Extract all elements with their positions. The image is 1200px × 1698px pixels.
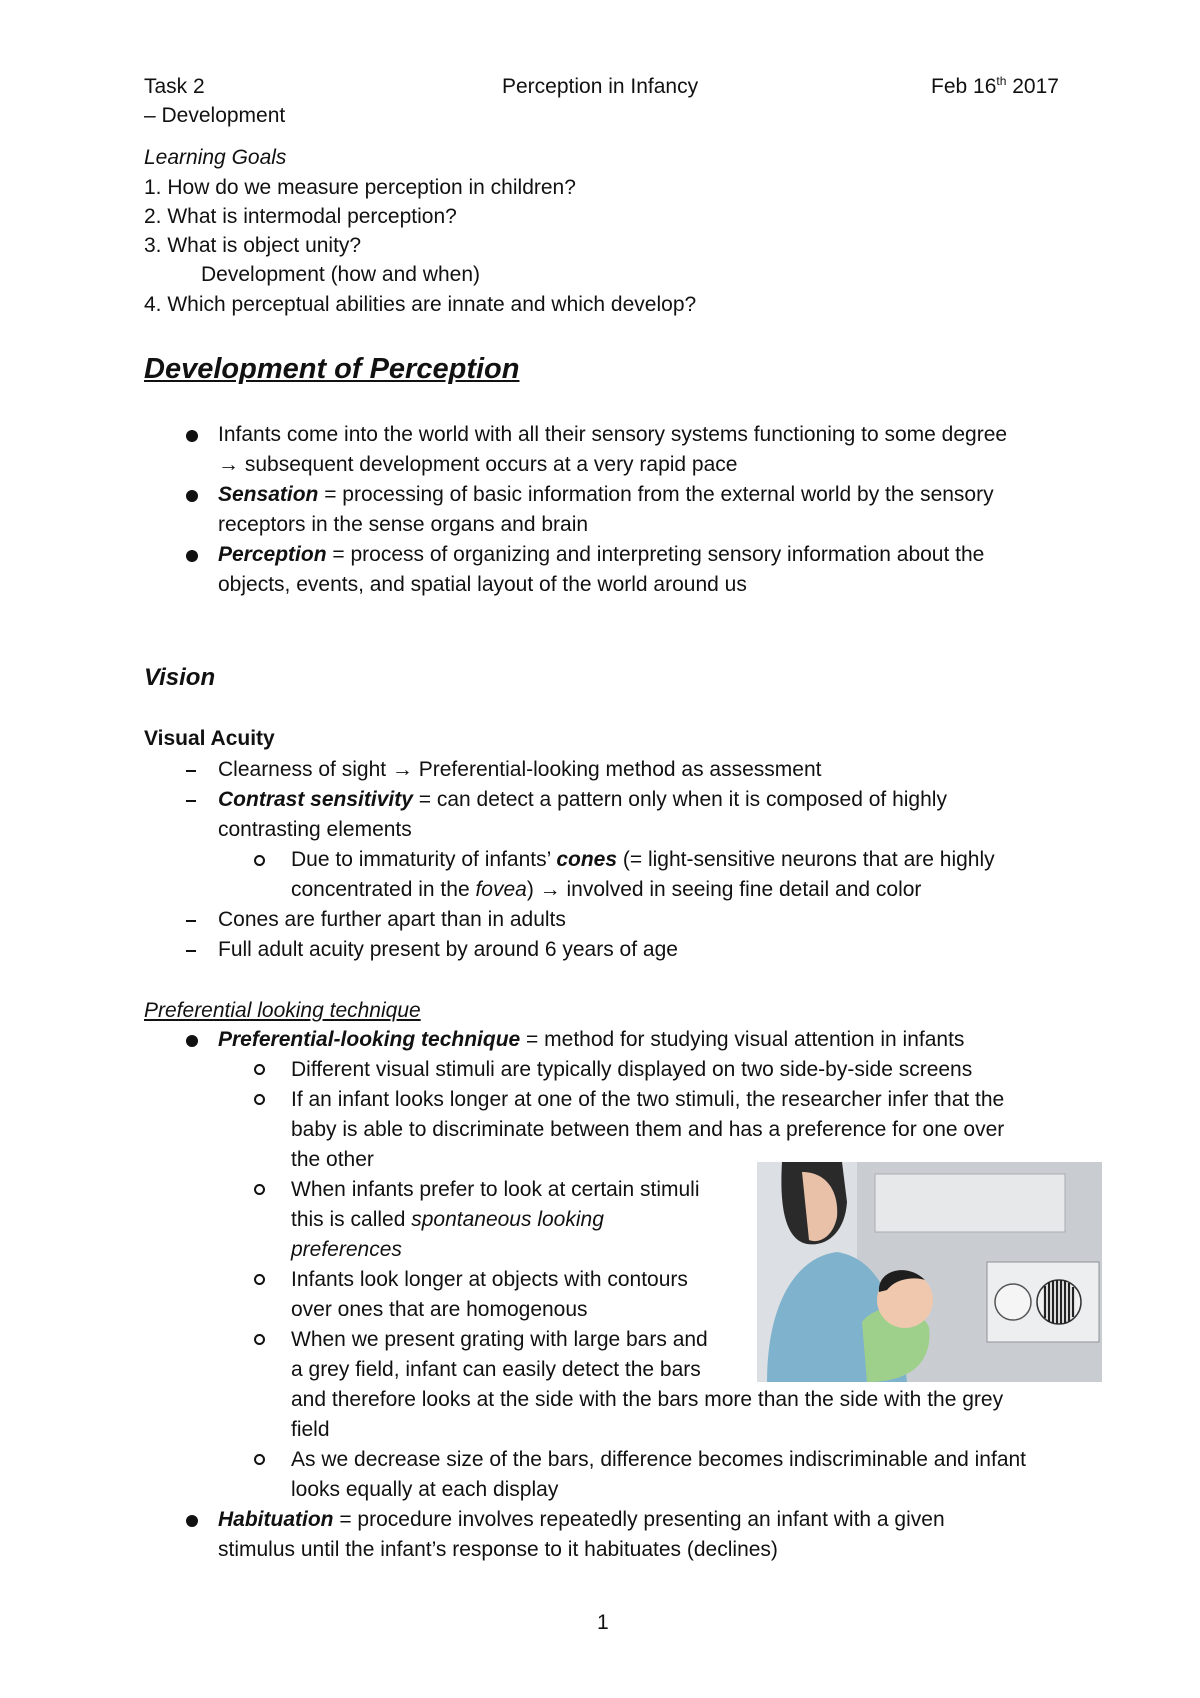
arrow-icon: → (539, 878, 561, 901)
pref-sub-6-line-1: As we decrease size of the bars, difference becomes indiscriminable and infant (291, 1448, 1027, 1471)
dash-icon (186, 800, 196, 802)
arrow-icon: → (218, 453, 239, 476)
learning-goal-item: 1. How do we measure perception in children? (144, 176, 576, 199)
term-contrast-sensitivity: Contrast sensitivity (218, 788, 413, 811)
text: = procedure involves repeatedly presenting an infant with a given (333, 1508, 945, 1531)
date-sup: th (996, 74, 1007, 88)
text: = process of organizing and interpreting sensory information about the (326, 543, 985, 566)
subheading-preferential-looking: Preferential looking technique (144, 999, 421, 1022)
pref-sub-4-line-1: Infants look longer at objects with contours (291, 1268, 688, 1291)
pref-sub-2-line-3: the other (291, 1148, 374, 1171)
pref-sub-3-line-3: preferences (291, 1238, 402, 1261)
bullet-icon (186, 550, 198, 562)
bullet-icon (186, 1035, 198, 1047)
header-task: Task 2 (144, 75, 205, 98)
grating-stimulus (1037, 1280, 1081, 1324)
text: Clearness of sight (218, 758, 392, 781)
learning-goal-item: 3. What is object unity? (144, 234, 362, 257)
text: (= light-sensitive neurons that are highly (617, 848, 995, 871)
preferential-looking-illustration (757, 1162, 1102, 1382)
term-fovea: fovea (475, 878, 527, 901)
learning-goals-title: Learning Goals (144, 146, 287, 169)
circle-bullet-icon (254, 855, 265, 866)
arrow-icon: → (391, 758, 413, 781)
dev-bullet-3-line-2: objects, events, and spatial layout of the world around us (218, 573, 747, 596)
bullet-icon (186, 430, 198, 442)
circle-bullet-icon (254, 1094, 265, 1105)
term-sensation: Sensation (218, 483, 319, 506)
bullet-icon (186, 490, 198, 502)
acuity-sub-line-1 (291, 845, 995, 875)
pref-sub-3-line-2 (291, 1205, 604, 1235)
learning-goal-item: 4. Which perceptual abilities are innate and which develop? (144, 293, 697, 316)
text: Preferential-looking method as assessment (412, 758, 822, 781)
section-heading-development: Development of Perception (144, 353, 520, 385)
dev-bullet-3-line-1 (218, 540, 984, 570)
acuity-item-4: Full adult acuity present by around 6 years of age (218, 938, 678, 961)
text: this is called (291, 1208, 412, 1231)
text: Due to immaturity of infants’ (291, 848, 557, 871)
text: subsequent development occurs at a very rapid pace (239, 453, 738, 476)
term-habituation: Habituation (218, 1508, 334, 1531)
acuity-sub-line-2 (291, 875, 921, 905)
term-preferential-looking: Preferential-looking technique (218, 1028, 521, 1051)
learning-goal-item: 2. What is intermodal perception? (144, 205, 457, 228)
text: concentrated in the (291, 878, 476, 901)
bullet-icon (186, 1515, 198, 1527)
date-prefix: Feb 16 (931, 75, 997, 98)
subheading-visual-acuity: Visual Acuity (144, 727, 275, 750)
circle-bullet-icon (254, 1334, 265, 1345)
pref-sub-2-line-1: If an infant looks longer at one of the two stimuli, the researcher infer that the (291, 1088, 1005, 1111)
acuity-item-2-line-2: contrasting elements (218, 818, 412, 841)
circle-bullet-icon (254, 1064, 265, 1075)
header-date (931, 72, 1059, 102)
term-cones: cones (556, 848, 618, 871)
term-perception: Perception (218, 543, 327, 566)
pref-bullet-2-line-1 (218, 1505, 945, 1535)
pref-sub-3-line-1: When infants prefer to look at certain stimuli (291, 1178, 700, 1201)
pref-sub-5-line-4: field (291, 1418, 330, 1441)
acuity-item-3: Cones are further apart than in adults (218, 908, 566, 931)
dash-icon (186, 920, 196, 922)
circle-bullet-icon (254, 1454, 265, 1465)
italic-text: spontaneous looking (411, 1208, 604, 1231)
dash-icon (186, 770, 196, 772)
circle-bullet-icon (254, 1274, 265, 1285)
screen-hood (875, 1174, 1065, 1232)
text: = processing of basic information from the external world by the sensory (318, 483, 994, 506)
acuity-item-1 (218, 755, 821, 785)
text: = can detect a pattern only when it is composed of highly (412, 788, 947, 811)
page-number: 1 (597, 1611, 609, 1634)
text: ) (526, 878, 540, 901)
acuity-item-2-line-1 (218, 785, 947, 815)
pref-sub-4-line-2: over ones that are homogenous (291, 1298, 588, 1321)
pref-bullet-1 (218, 1025, 964, 1055)
pref-sub-2-line-2: baby is able to discriminate between them and has a preference for one over (291, 1118, 1005, 1141)
section-heading-vision: Vision (144, 664, 216, 691)
header-title: Perception in Infancy (502, 75, 699, 98)
dev-bullet-2-line-2: receptors in the sense organs and brain (218, 513, 589, 536)
grey-field-stimulus (995, 1284, 1031, 1320)
date-suffix: 2017 (1006, 75, 1059, 98)
pref-sub-5-line-3: and therefore looks at the side with the bars more than the side with the grey (291, 1388, 1004, 1411)
dev-bullet-2-line-1 (218, 480, 994, 510)
pref-sub-5-line-2: a grey field, infant can easily detect the bars (291, 1358, 701, 1381)
text: involved in seeing fine detail and color (560, 878, 922, 901)
pref-bullet-2-line-2: stimulus until the infant’s response to it habituates (declines) (218, 1538, 778, 1561)
circle-bullet-icon (254, 1184, 265, 1195)
pref-sub-1: Different visual stimuli are typically displayed on two side-by-side screens (291, 1058, 973, 1081)
dev-bullet-1-line-2 (218, 450, 737, 480)
pref-sub-6-line-2: looks equally at each display (291, 1478, 559, 1501)
dash-icon (186, 950, 196, 952)
text: = method for studying visual attention in infants (520, 1028, 965, 1051)
dev-bullet-1-line-1: Infants come into the world with all their sensory systems functioning to some degree (218, 423, 1008, 446)
pref-sub-5-line-1: When we present grating with large bars and (291, 1328, 708, 1351)
learning-goal-subitem: Development (how and when) (201, 263, 480, 286)
header-subtitle: – Development (144, 104, 286, 127)
